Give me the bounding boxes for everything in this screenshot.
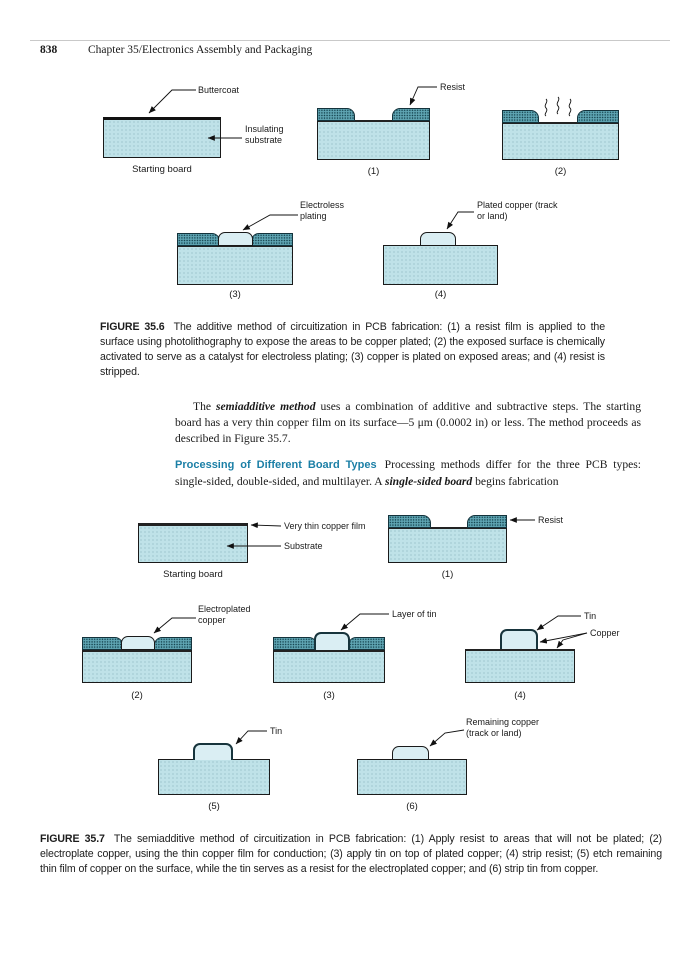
f357-remaining-copper-bump xyxy=(392,746,429,760)
label-insulating-substrate: Insulating substrate xyxy=(245,124,284,145)
f357-resist-3-right xyxy=(348,637,385,650)
label-remaining-copper: Remaining copper (track or land) xyxy=(466,717,540,738)
leader-plated-copper xyxy=(447,212,474,229)
leader-buttercoat xyxy=(149,90,196,113)
f356-board-4 xyxy=(383,245,498,285)
figure-35-7-caption xyxy=(40,832,662,877)
caption-starting-board: Starting board xyxy=(132,164,192,175)
f356-board-3 xyxy=(177,245,293,285)
p1-term: semiadditive method xyxy=(215,400,316,413)
label-layer-of-tin: Layer of tin xyxy=(392,609,437,619)
step-label-4: (4) xyxy=(434,289,447,300)
leader-copper-4b xyxy=(557,633,587,648)
step2-label-3: (3) xyxy=(323,690,335,701)
figure-35-6-caption xyxy=(100,320,605,380)
activation-squiggle-1 xyxy=(545,99,547,116)
activation-squiggle-3 xyxy=(569,99,571,116)
paragraph-semiadditive xyxy=(175,399,641,446)
f357-resist-2-right xyxy=(154,637,192,650)
f357-electroplated-bump xyxy=(121,636,155,650)
label-buttercoat: Buttercoat xyxy=(198,85,240,95)
label-resist: Resist xyxy=(440,82,466,92)
page-number: 838 xyxy=(40,44,58,56)
step2-label-4: (4) xyxy=(514,690,526,701)
subheading-processing-board-types: Processing of Different Board Types xyxy=(175,459,377,471)
activation-squiggle-2 xyxy=(557,97,559,114)
p2-term: single-sided board xyxy=(384,474,473,488)
figure-35-6-caption-text: The additive method of circuitization in PCB fabrication: (1) a resist film is applied to the surface using photolithography to expose the areas to be copper plated; (2) the exposed surface is chemically activated to serve as a catalyst for electroless plating; (3) copper is plated on exposed areas; and (4) resist is stripped. xyxy=(100,321,605,378)
leader-layer-of-tin xyxy=(341,614,389,630)
f356-resist-2-left xyxy=(502,110,539,123)
step-label-2: (2) xyxy=(554,166,567,177)
f356-board-1 xyxy=(317,120,430,160)
step2-label-2: (2) xyxy=(131,690,143,701)
f357-resist-1-right xyxy=(467,515,507,528)
figure-35-7-caption-text: The semiadditive method of circuitization in PCB fabrication: (1) Apply resist to areas that will not be plated; (2) electroplate copper, using the thin copper film for conduction; (3) apply tin on top of plated copper; (4) strip resist; (5) etch remaining thin film of copper on the surface, while the tin serves as a resist for the electroplated copper; and (6) strip tin from copper. xyxy=(40,833,662,875)
f357-resist-2-left xyxy=(82,637,123,650)
f356-electroless-bump xyxy=(218,232,253,246)
caption-starting-board-2: Starting board xyxy=(163,569,223,580)
leader-copper-film xyxy=(251,525,281,526)
label-tin-5: Tin xyxy=(270,726,283,736)
f356-board-2 xyxy=(502,122,619,160)
step2-label-5: (5) xyxy=(208,801,220,812)
f356-resist-3-right xyxy=(251,233,293,246)
step-label-1: (1) xyxy=(367,166,380,177)
label-electroplated-copper: Electroplated copper xyxy=(198,604,251,625)
f356-resist-2-right xyxy=(577,110,619,123)
figure-35-6-tag: FIGURE 35.6 xyxy=(100,321,165,333)
leader-copper-4a xyxy=(540,633,587,642)
f357-board-4 xyxy=(465,649,575,683)
f357-starting-board xyxy=(138,523,248,563)
running-header: Chapter 35/Electronics Assembly and Packaging xyxy=(88,44,313,56)
header-rule xyxy=(30,40,670,41)
f357-board-2 xyxy=(82,649,192,683)
f356-resist-1-left xyxy=(317,108,355,121)
f357-board-5 xyxy=(158,759,270,795)
f357-board-3 xyxy=(273,649,385,683)
step2-label-6: (6) xyxy=(406,801,418,812)
label-substrate: Substrate xyxy=(284,541,323,551)
leader-electroplated xyxy=(154,618,196,633)
leader-resist-1 xyxy=(410,87,437,105)
f357-tin-copper-bump xyxy=(500,629,538,649)
f357-resist-1-left xyxy=(388,515,431,528)
f356-resist-1-right xyxy=(392,108,430,121)
leader-tin-4 xyxy=(537,616,581,630)
f356-resist-3-left xyxy=(177,233,220,246)
f357-resist-3-left xyxy=(273,637,317,650)
label-copper-4: Copper xyxy=(590,628,620,638)
f357-board-6 xyxy=(357,759,467,795)
step-label-3: (3) xyxy=(229,289,241,300)
label-electroless-plating: Electroless plating xyxy=(300,200,345,221)
p1-rest: uses a combination of additive and subtractive steps. The starting board has a very thin copper film on its surface—5 μm (0.0002 in) or less. The method proceeds as described in Figure 35.7. xyxy=(175,400,641,445)
leader-electroless xyxy=(243,215,298,230)
figure-35-7-tag: FIGURE 35.7 xyxy=(40,833,105,845)
p2-text2: begins fabrication xyxy=(472,474,559,488)
leader-remaining-copper xyxy=(430,730,464,746)
f357-tin-coated-bump xyxy=(314,632,350,650)
f357-board-1 xyxy=(388,527,507,563)
step2-label-1: (1) xyxy=(441,569,454,580)
f357-tin-bump-5 xyxy=(193,743,233,760)
label-tin-4: Tin xyxy=(584,611,597,621)
label-resist-2: Resist xyxy=(538,515,564,525)
f356-plated-bump xyxy=(420,232,456,246)
leader-tin-5 xyxy=(236,731,267,744)
paragraph-board-types xyxy=(175,457,641,490)
p2-text1: Processing methods differ for the three PCB types: single-sided, double-sided, and multilayer. A xyxy=(175,458,642,488)
label-very-thin-copper-film: Very thin copper film xyxy=(284,521,366,531)
label-plated-copper: Plated copper (track or land) xyxy=(477,200,558,221)
p1-lead: The xyxy=(193,400,216,413)
f356-starting-board xyxy=(103,117,221,158)
